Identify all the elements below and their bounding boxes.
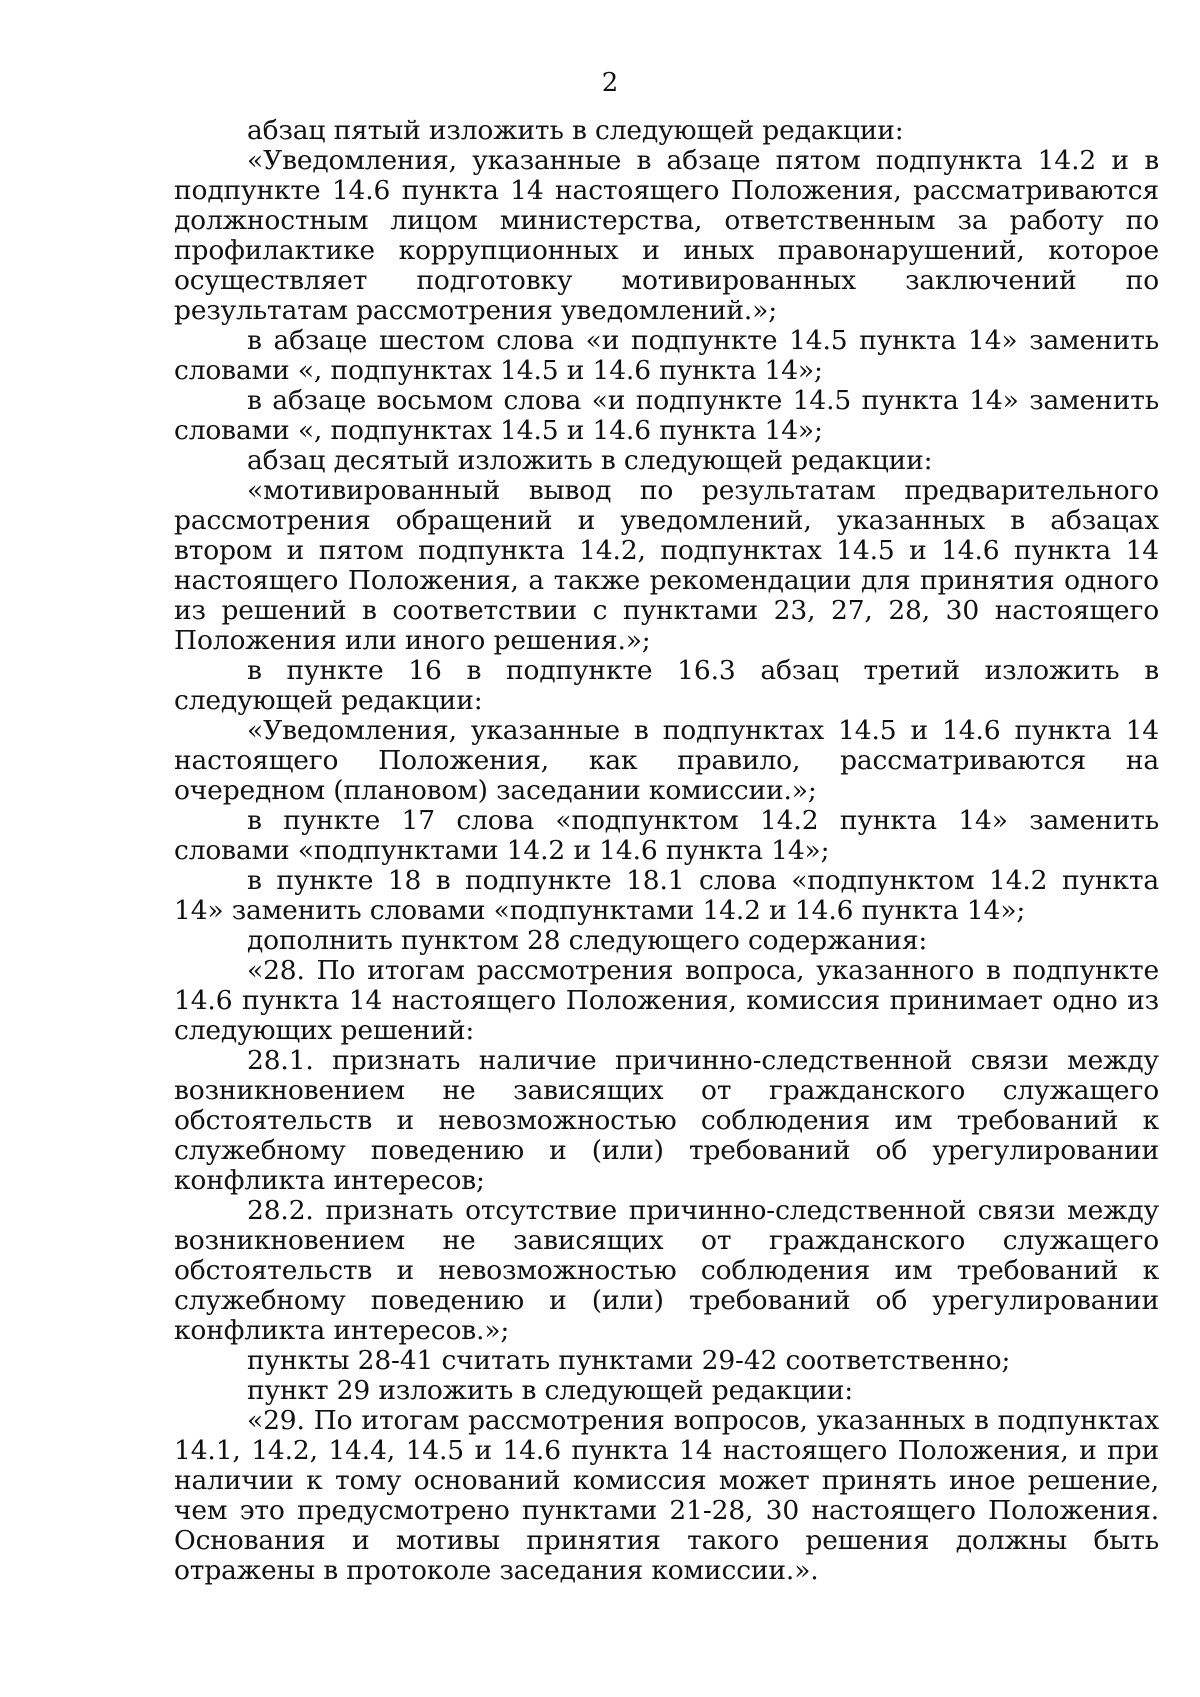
paragraph: в пункте 18 в подпункте 18.1 слова «подпунктом 14.2 пункта 14» заменить словами «подпунктами 14.2 и 14.6 пункта 14»; — [174, 865, 1159, 926]
paragraph: в пункте 16 в подпункте 16.3 абзац третий изложить в следующей редакции: — [174, 655, 1159, 716]
subparagraph: 28.2. признать отсутствие причинно-следственной связи между возникновением не зависящих от гражданского служащего обстоятельств и невозможностью соблюдения им требований к служебному поведению и (или) требований об урегулировании конфликта интересов.»; — [174, 1195, 1159, 1346]
paragraph: «мотивированный вывод по результатам предварительного рассмотрения обращений и уведомлений, указанных в абзацах втором и пятом подпункта 14.2, подпунктах 14.5 и 14.6 пункта 14 настоящего Положения, а также рекомендации для принятия одного из решений в соответствии с пунктами 23, 27, 28, 30 настоящего Положения или иного решения.»; — [174, 475, 1159, 656]
subparagraph: 28.1. признать наличие причинно-следственной связи между возникновением не зависящих от гражданского служащего обстоятельств и невозможностью соблюдения им требований к служебному поведению и (или) требований об урегулировании конфликта интересов; — [174, 1045, 1159, 1196]
paragraph: дополнить пунктом 28 следующего содержания: — [247, 925, 928, 956]
paragraph: пункты 28-41 считать пунктами 29-42 соответственно; — [247, 1345, 1011, 1376]
paragraph: в пункте 17 слова «подпунктом 14.2 пункта 14» заменить словами «подпунктами 14.2 и 14.6 пункта 14»; — [174, 805, 1159, 866]
document-body — [174, 116, 1159, 1586]
page-number: 2 — [601, 68, 619, 98]
paragraph: «Уведомления, указанные в абзаце пятом подпункта 14.2 и в подпункте 14.6 пункта 14 настоящего Положения, рассматриваются должностным лицом министерства, ответственным за работу по профилактике коррупционных и иных правонарушений, которое осуществляет подготовку мотивированных заключений по результатам рассмотрения уведомлений.»; — [174, 145, 1159, 326]
paragraph: «Уведомления, указанные в подпунктах 14.5 и 14.6 пункта 14 настоящего Положения, как правило, рассматриваются на очередном (плановом) заседании комиссии.»; — [174, 715, 1159, 806]
paragraph: пункт 29 изложить в следующей редакции: — [247, 1375, 854, 1406]
paragraph: в абзаце шестом слова «и подпункте 14.5 пункта 14» заменить словами «, подпунктах 14.5 и 14.6 пункта 14»; — [174, 325, 1159, 386]
paragraph: «28. По итогам рассмотрения вопроса, указанного в подпункте 14.6 пункта 14 настоящего Положения, комиссия принимает одно из следующих решений: — [174, 955, 1159, 1046]
paragraph: абзац десятый изложить в следующей редакции: — [247, 445, 933, 476]
paragraph: абзац пятый изложить в следующей редакции: — [247, 115, 904, 146]
paragraph: «29. По итогам рассмотрения вопросов, указанных в подпунктах 14.1, 14.2, 14.4, 14.5 и 14.6 пункта 14 настоящего Положения, и при наличии к тому оснований комиссия может принять иное решение, чем это предусмотрено пунктами 21-28, 30 настоящего Положения. Основания и мотивы принятия такого решения должны быть отражены в протоколе заседания комиссии.». — [174, 1405, 1159, 1586]
paragraph: в абзаце восьмом слова «и подпункте 14.5 пункта 14» заменить словами «, подпунктах 14.5 и 14.6 пункта 14»; — [174, 385, 1159, 446]
